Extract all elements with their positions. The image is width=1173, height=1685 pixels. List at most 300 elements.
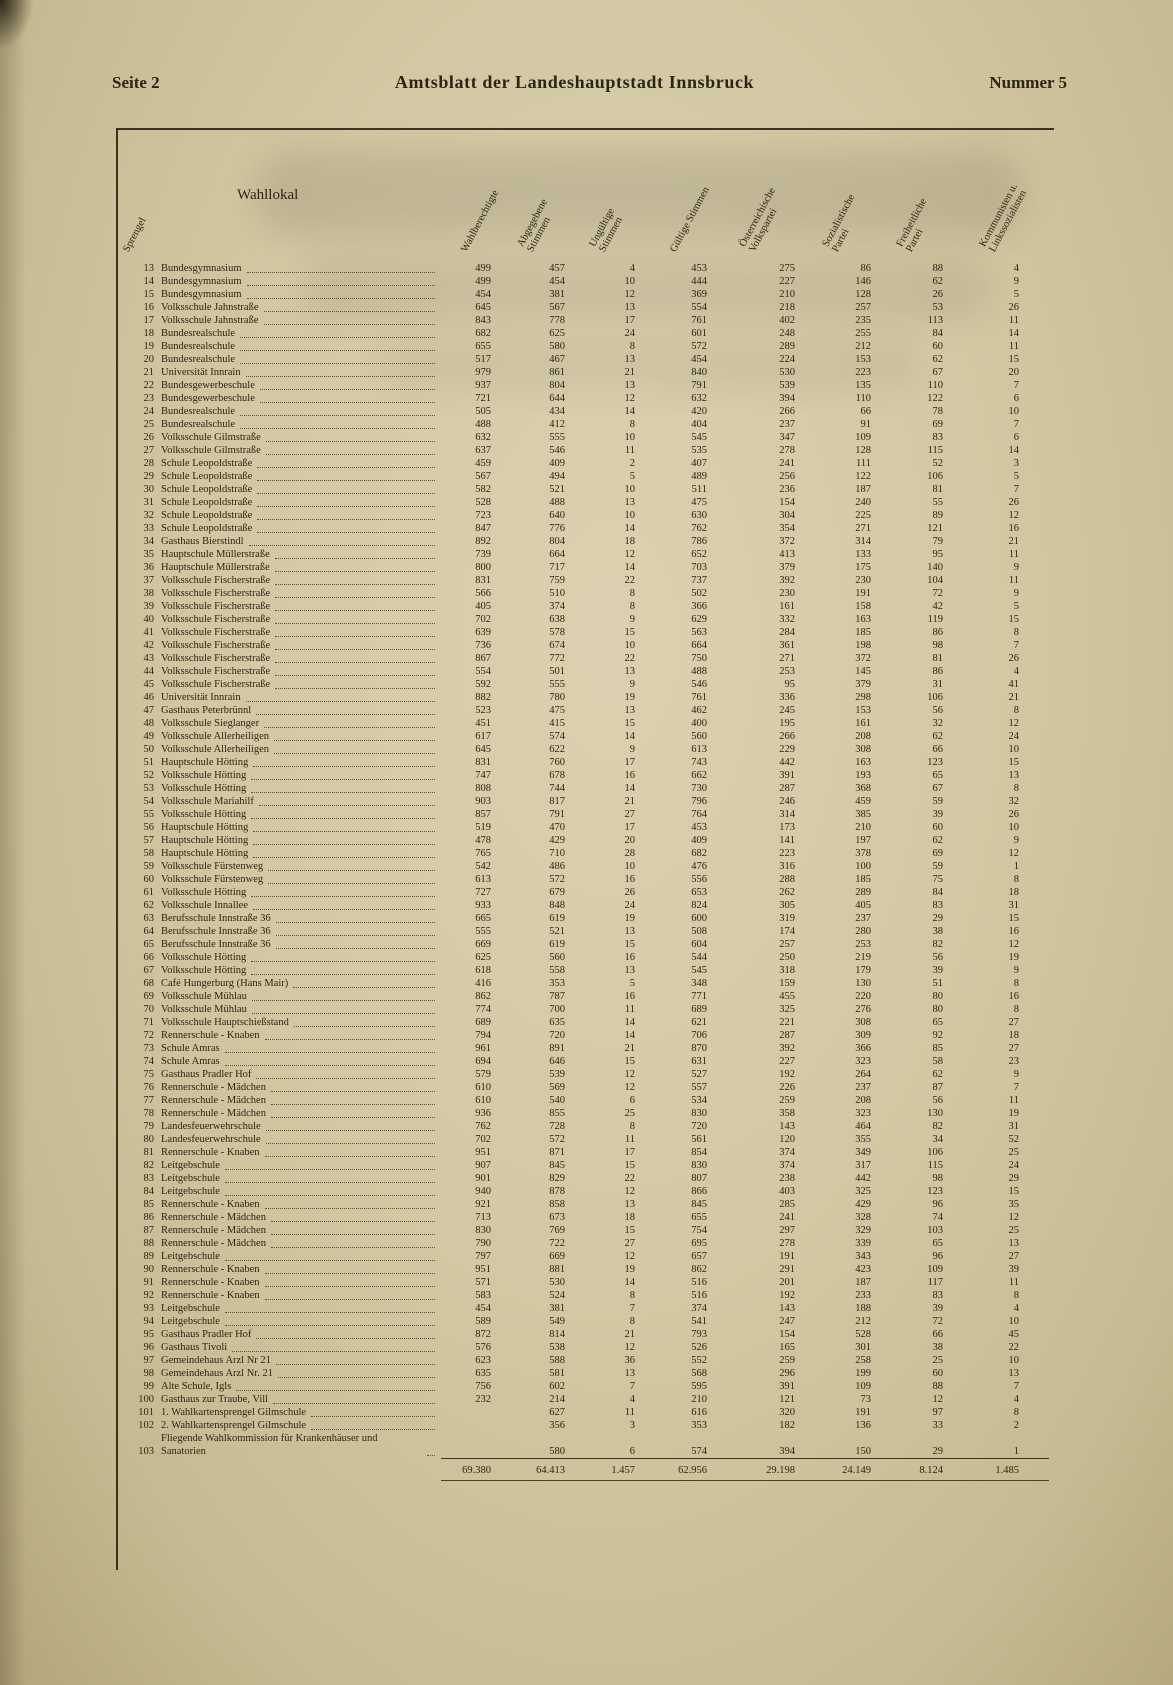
dot-leader <box>265 1156 435 1157</box>
result-value: 56 <box>932 705 943 716</box>
result-value: 14 <box>624 731 635 742</box>
dot-leader <box>251 974 435 975</box>
result-value: 88 <box>932 263 943 274</box>
sprengel-number: 86 <box>143 1212 154 1223</box>
result-value: 73 <box>860 1394 871 1405</box>
sprengel-number: 13 <box>143 263 154 274</box>
result-value: 241 <box>779 1212 795 1223</box>
wahllokal-name: Volksschule Hötting <box>159 964 441 977</box>
sprengel-number: 61 <box>143 887 154 898</box>
result-value: 210 <box>691 1394 707 1405</box>
sprengel-number: 58 <box>143 848 154 859</box>
result-value: 404 <box>691 419 707 430</box>
table-row <box>119 561 1049 574</box>
result-value: 26 <box>932 289 943 300</box>
dot-leader <box>251 818 435 819</box>
result-value: 39 <box>932 809 943 820</box>
result-value: 120 <box>779 1134 795 1145</box>
result-value: 374 <box>549 601 565 612</box>
result-value: 722 <box>549 1238 565 1249</box>
result-value: 413 <box>779 549 795 560</box>
wahllokal-name: Gasthaus Peterbrünnl <box>159 704 441 717</box>
dot-leader <box>274 740 435 741</box>
result-value: 9 <box>1013 1069 1019 1080</box>
wahllokal-name: Volksschule Innallee <box>159 899 441 912</box>
table-row <box>119 990 1049 1003</box>
dot-leader <box>260 389 435 390</box>
result-value: 601 <box>691 328 707 339</box>
dot-leader <box>275 649 435 650</box>
result-value: 13 <box>1008 770 1019 781</box>
result-value: 8 <box>1013 1004 1019 1015</box>
dot-leader <box>253 844 435 845</box>
result-value: 256 <box>779 471 795 482</box>
page-number: Seite 2 <box>112 73 160 92</box>
result-value: 16 <box>1008 926 1019 937</box>
sprengel-number: 48 <box>143 718 154 729</box>
result-value: 59 <box>932 796 943 807</box>
result-value: 619 <box>549 913 565 924</box>
table-row <box>119 1120 1049 1133</box>
table-row <box>119 301 1049 314</box>
result-value: 434 <box>549 406 565 417</box>
dot-leader <box>275 571 435 572</box>
sprengel-number: 57 <box>143 835 154 846</box>
result-value: 145 <box>855 666 871 677</box>
result-value: 391 <box>779 1381 795 1392</box>
result-value: 366 <box>855 1043 871 1054</box>
result-value: 7 <box>629 1381 635 1392</box>
wahllokal-name: Volksschule Hötting <box>159 886 441 899</box>
sprengel-number: 98 <box>143 1368 154 1379</box>
result-value: 829 <box>549 1173 565 1184</box>
result-value: 743 <box>691 757 707 768</box>
result-value: 187 <box>855 1277 871 1288</box>
sprengel-number: 19 <box>143 341 154 352</box>
wahllokal-name: Volksschule Fischerstraße <box>159 600 441 613</box>
result-value: 314 <box>855 536 871 547</box>
result-value: 657 <box>691 1251 707 1262</box>
table-row <box>119 1354 1049 1367</box>
result-value: 36 <box>624 1355 635 1366</box>
results-table-container <box>116 128 1054 1570</box>
dot-leader <box>240 363 435 364</box>
result-value: 511 <box>691 484 707 495</box>
result-value: 780 <box>549 692 565 703</box>
result-value: 349 <box>855 1147 871 1158</box>
dot-leader <box>257 532 435 533</box>
dot-leader <box>257 519 435 520</box>
result-value: 845 <box>549 1160 565 1171</box>
result-value: 230 <box>779 588 795 599</box>
result-value: 150 <box>855 1445 871 1457</box>
result-value: 539 <box>549 1069 565 1080</box>
result-value: 568 <box>691 1368 707 1379</box>
sprengel-number: 99 <box>143 1381 154 1392</box>
result-value: 617 <box>475 731 491 742</box>
table-row <box>119 1302 1049 1315</box>
table-row <box>119 1159 1049 1172</box>
table-row <box>119 1003 1049 1016</box>
dot-leader <box>276 1364 435 1365</box>
result-value: 161 <box>779 601 795 612</box>
result-value: 13 <box>1008 1238 1019 1249</box>
result-value: 8 <box>1013 705 1019 716</box>
table-row <box>119 431 1049 444</box>
result-value: 381 <box>549 289 565 300</box>
table-row <box>119 860 1049 873</box>
result-value: 353 <box>691 1420 707 1431</box>
sprengel-number: 49 <box>143 731 154 742</box>
result-value: 255 <box>855 328 871 339</box>
result-value: 22 <box>624 653 635 664</box>
result-value: 17 <box>624 1147 635 1158</box>
result-value: 175 <box>855 562 871 573</box>
result-value: 581 <box>549 1368 565 1379</box>
sprengel-number: 74 <box>143 1056 154 1067</box>
result-value: 27 <box>1008 1043 1019 1054</box>
result-value: 475 <box>549 705 565 716</box>
result-value: 229 <box>779 744 795 755</box>
sprengel-number: 34 <box>143 536 154 547</box>
result-value: 62 <box>932 276 943 287</box>
wahllokal-name: Schule Leopoldstraße <box>159 483 441 496</box>
result-value: 15 <box>624 627 635 638</box>
table-row <box>119 1107 1049 1120</box>
result-value: 391 <box>779 770 795 781</box>
result-value: 521 <box>549 484 565 495</box>
result-value: 8 <box>629 1316 635 1327</box>
result-value: 219 <box>855 952 871 963</box>
result-value: 188 <box>855 1303 871 1314</box>
result-value: 208 <box>855 1095 871 1106</box>
result-value: 45 <box>1008 1329 1019 1340</box>
result-value: 133 <box>855 549 871 560</box>
result-value: 332 <box>779 614 795 625</box>
wahllokal-name: Volksschule Allerheiligen <box>159 743 441 756</box>
result-value: 353 <box>549 978 565 989</box>
result-value: 804 <box>549 536 565 547</box>
result-value: 86 <box>932 627 943 638</box>
result-value: 830 <box>691 1108 707 1119</box>
result-value: 122 <box>855 471 871 482</box>
result-value: 259 <box>779 1355 795 1366</box>
table-row <box>119 717 1049 730</box>
dot-leader <box>240 415 435 416</box>
result-value: 66 <box>932 744 943 755</box>
column-header-fpoe: Freiheitliche Partei <box>894 196 930 254</box>
wahllokal-name: Gasthaus Tivoli <box>159 1341 441 1354</box>
result-value: 637 <box>475 445 491 456</box>
table-row <box>119 405 1049 418</box>
result-value: 10 <box>1008 1355 1019 1366</box>
result-value: 356 <box>549 1420 565 1431</box>
dot-leader <box>265 1286 435 1287</box>
result-value: 862 <box>475 991 491 1002</box>
wahllokal-name: Rennerschule - Mädchen <box>159 1081 441 1094</box>
result-value: 9 <box>629 614 635 625</box>
result-value: 646 <box>549 1056 565 1067</box>
result-value: 861 <box>549 367 565 378</box>
result-value: 602 <box>549 1381 565 1392</box>
result-value: 53 <box>932 302 943 313</box>
sprengel-number: 15 <box>143 289 154 300</box>
result-value: 161 <box>855 718 871 729</box>
result-value: 6 <box>629 1095 635 1106</box>
result-value: 11 <box>1008 549 1019 560</box>
result-value: 843 <box>475 315 491 326</box>
result-value: 613 <box>691 744 707 755</box>
result-value: 163 <box>855 614 871 625</box>
result-value: 60 <box>932 1368 943 1379</box>
result-value: 455 <box>779 991 795 1002</box>
result-value: 285 <box>779 1199 795 1210</box>
result-value: 5 <box>1013 471 1019 482</box>
result-value: 13 <box>624 380 635 391</box>
result-value: 18 <box>1008 887 1019 898</box>
result-value: 11 <box>1008 1095 1019 1106</box>
result-value: 526 <box>691 1342 707 1353</box>
wahllokal-name: Rennerschule - Mädchen <box>159 1237 441 1250</box>
wahllokal-name: Fliegende Wahlkommission für Krankenhäuser und Sanatorien <box>159 1432 441 1458</box>
sprengel-number: 84 <box>143 1186 154 1197</box>
result-value: 530 <box>549 1277 565 1288</box>
result-value: 291 <box>779 1264 795 1275</box>
result-value: 524 <box>549 1290 565 1301</box>
column-header-wahlberechtigte: Wahlberechtigte <box>458 188 501 254</box>
result-value: 81 <box>932 484 943 495</box>
result-value: 16 <box>624 991 635 1002</box>
table-row <box>119 483 1049 496</box>
result-value: 580 <box>549 1445 565 1457</box>
result-value: 618 <box>475 965 491 976</box>
result-value: 710 <box>549 848 565 859</box>
result-value: 600 <box>691 913 707 924</box>
table-row <box>119 821 1049 834</box>
result-value: 10 <box>624 640 635 651</box>
result-value: 730 <box>691 783 707 794</box>
table-header <box>119 130 1049 262</box>
result-value: 278 <box>779 445 795 456</box>
result-value: 12 <box>624 289 635 300</box>
result-value: 12 <box>624 1082 635 1093</box>
result-value: 12 <box>624 549 635 560</box>
result-value: 467 <box>549 354 565 365</box>
table-row <box>119 1341 1049 1354</box>
result-value: 319 <box>779 913 795 924</box>
sprengel-number: 41 <box>143 627 154 638</box>
result-value: 18 <box>624 536 635 547</box>
dot-leader <box>276 922 435 923</box>
table-row <box>119 1042 1049 1055</box>
wahllokal-name: Rennerschule - Knaben <box>159 1263 441 1276</box>
result-value: 264 <box>855 1069 871 1080</box>
wahllokal-name: Volksschule Fürstenweg <box>159 860 441 873</box>
result-value: 173 <box>779 822 795 833</box>
wahllokal-name: Bundesgewerbeschule <box>159 379 441 392</box>
result-value: 21 <box>624 1043 635 1054</box>
table-row <box>119 756 1049 769</box>
table-row <box>119 639 1049 652</box>
result-value: 796 <box>691 796 707 807</box>
result-value: 470 <box>549 822 565 833</box>
table-row <box>119 1211 1049 1224</box>
result-value: 855 <box>549 1108 565 1119</box>
table-row <box>119 873 1049 886</box>
wahllokal-name: Volksschule Hötting <box>159 808 441 821</box>
result-value: 761 <box>691 315 707 326</box>
result-value: 17 <box>624 757 635 768</box>
result-value: 62 <box>932 354 943 365</box>
result-value: 830 <box>691 1160 707 1171</box>
result-value: 317 <box>855 1160 871 1171</box>
result-value: 16 <box>624 770 635 781</box>
result-value: 318 <box>779 965 795 976</box>
table-row <box>119 665 1049 678</box>
result-value: 7 <box>1013 1381 1019 1392</box>
result-value: 59 <box>932 861 943 872</box>
result-value: 702 <box>475 614 491 625</box>
table-row <box>119 1276 1049 1289</box>
result-value: 542 <box>475 861 491 872</box>
scan-edge-shadow <box>0 0 26 1685</box>
result-value: 13 <box>624 666 635 677</box>
result-value: 580 <box>549 341 565 352</box>
dot-leader <box>275 610 435 611</box>
result-value: 429 <box>855 1199 871 1210</box>
result-value: 571 <box>475 1277 491 1288</box>
sprengel-number: 28 <box>143 458 154 469</box>
sprengel-number: 60 <box>143 874 154 885</box>
result-value: 19 <box>624 913 635 924</box>
sprengel-number: 70 <box>143 1004 154 1015</box>
result-value: 372 <box>779 536 795 547</box>
result-value: 1 <box>1013 1445 1019 1457</box>
result-value: 3 <box>629 1420 635 1431</box>
result-value: 545 <box>691 432 707 443</box>
result-value: 56 <box>932 952 943 963</box>
result-value: 140 <box>927 562 943 573</box>
result-value: 429 <box>549 835 565 846</box>
result-value: 936 <box>475 1108 491 1119</box>
result-value: 192 <box>779 1069 795 1080</box>
result-value: 858 <box>549 1199 565 1210</box>
result-value: 9 <box>1013 835 1019 846</box>
result-value: 191 <box>855 1407 871 1418</box>
table-row <box>119 587 1049 600</box>
table-row <box>119 652 1049 665</box>
result-value: 595 <box>691 1381 707 1392</box>
result-value: 747 <box>475 770 491 781</box>
dot-leader <box>311 1429 435 1430</box>
totals-row <box>119 1458 1049 1480</box>
result-value: 14 <box>624 1030 635 1041</box>
table-row <box>119 1094 1049 1107</box>
result-value: 78 <box>932 406 943 417</box>
result-value: 582 <box>475 484 491 495</box>
result-value: 546 <box>549 445 565 456</box>
result-value: 907 <box>475 1160 491 1171</box>
result-value: 574 <box>691 1445 707 1457</box>
result-value: 557 <box>691 1082 707 1093</box>
dot-leader <box>246 701 435 702</box>
result-value: 110 <box>855 393 871 404</box>
dot-leader <box>275 688 435 689</box>
result-value: 42 <box>932 601 943 612</box>
result-value: 523 <box>475 705 491 716</box>
result-value: 454 <box>475 1303 491 1314</box>
table-row <box>119 743 1049 756</box>
table-row <box>119 1133 1049 1146</box>
result-value: 589 <box>475 1316 491 1327</box>
wahllokal-name: Schule Leopoldstraße <box>159 496 441 509</box>
result-value: 464 <box>855 1121 871 1132</box>
wahllokal-name: Schule Leopoldstraße <box>159 509 441 522</box>
result-value: 212 <box>855 1316 871 1327</box>
dot-leader <box>259 805 435 806</box>
column-header-kommunisten: Kommunisten u. Linkssozialisten <box>977 181 1030 254</box>
result-value: 51 <box>932 978 943 989</box>
result-value: 9 <box>1013 276 1019 287</box>
result-value: 15 <box>624 939 635 950</box>
result-value: 6 <box>1013 432 1019 443</box>
result-value: 635 <box>475 1368 491 1379</box>
result-value: 31 <box>1008 900 1019 911</box>
result-value: 253 <box>855 939 871 950</box>
result-value: 109 <box>855 1381 871 1392</box>
result-value: 26 <box>624 887 635 898</box>
table-row <box>119 1380 1049 1393</box>
sprengel-number: 96 <box>143 1342 154 1353</box>
result-value: 830 <box>475 1225 491 1236</box>
wahllokal-name: Hauptschule Hötting <box>159 756 441 769</box>
result-value: 233 <box>855 1290 871 1301</box>
wahllokal-name: Gemeindehaus Arzl Nr 21 <box>159 1354 441 1367</box>
result-value: 502 <box>691 588 707 599</box>
table-row <box>119 379 1049 392</box>
result-value: 98 <box>932 640 943 651</box>
dot-leader <box>249 545 435 546</box>
sprengel-number: 94 <box>143 1316 154 1327</box>
result-value: 11 <box>624 1004 635 1015</box>
wahllokal-name: Leitgebschule <box>159 1159 441 1172</box>
result-value: 224 <box>779 354 795 365</box>
result-value: 238 <box>779 1173 795 1184</box>
table-row <box>119 834 1049 847</box>
result-value: 314 <box>779 809 795 820</box>
wahllokal-name: Leitgebschule <box>159 1302 441 1315</box>
result-value: 52 <box>1008 1134 1019 1145</box>
result-value: 14 <box>1008 328 1019 339</box>
wahllokal-name: Hauptschule Müllerstraße <box>159 561 441 574</box>
result-value: 848 <box>549 900 565 911</box>
result-value: 11 <box>1008 1277 1019 1288</box>
wahllokal-name: Bundesgewerbeschule <box>159 392 441 405</box>
result-value: 669 <box>475 939 491 950</box>
result-value: 55 <box>932 497 943 508</box>
dot-leader <box>266 1143 435 1144</box>
result-value: 420 <box>691 406 707 417</box>
sprengel-number: 102 <box>138 1420 154 1431</box>
result-value: 3 <box>1013 458 1019 469</box>
result-value: 516 <box>691 1290 707 1301</box>
result-value: 541 <box>691 1316 707 1327</box>
result-value: 60 <box>932 822 943 833</box>
table-row <box>119 1328 1049 1341</box>
result-value: 478 <box>475 835 491 846</box>
table-row <box>119 925 1049 938</box>
result-value: 72 <box>932 588 943 599</box>
